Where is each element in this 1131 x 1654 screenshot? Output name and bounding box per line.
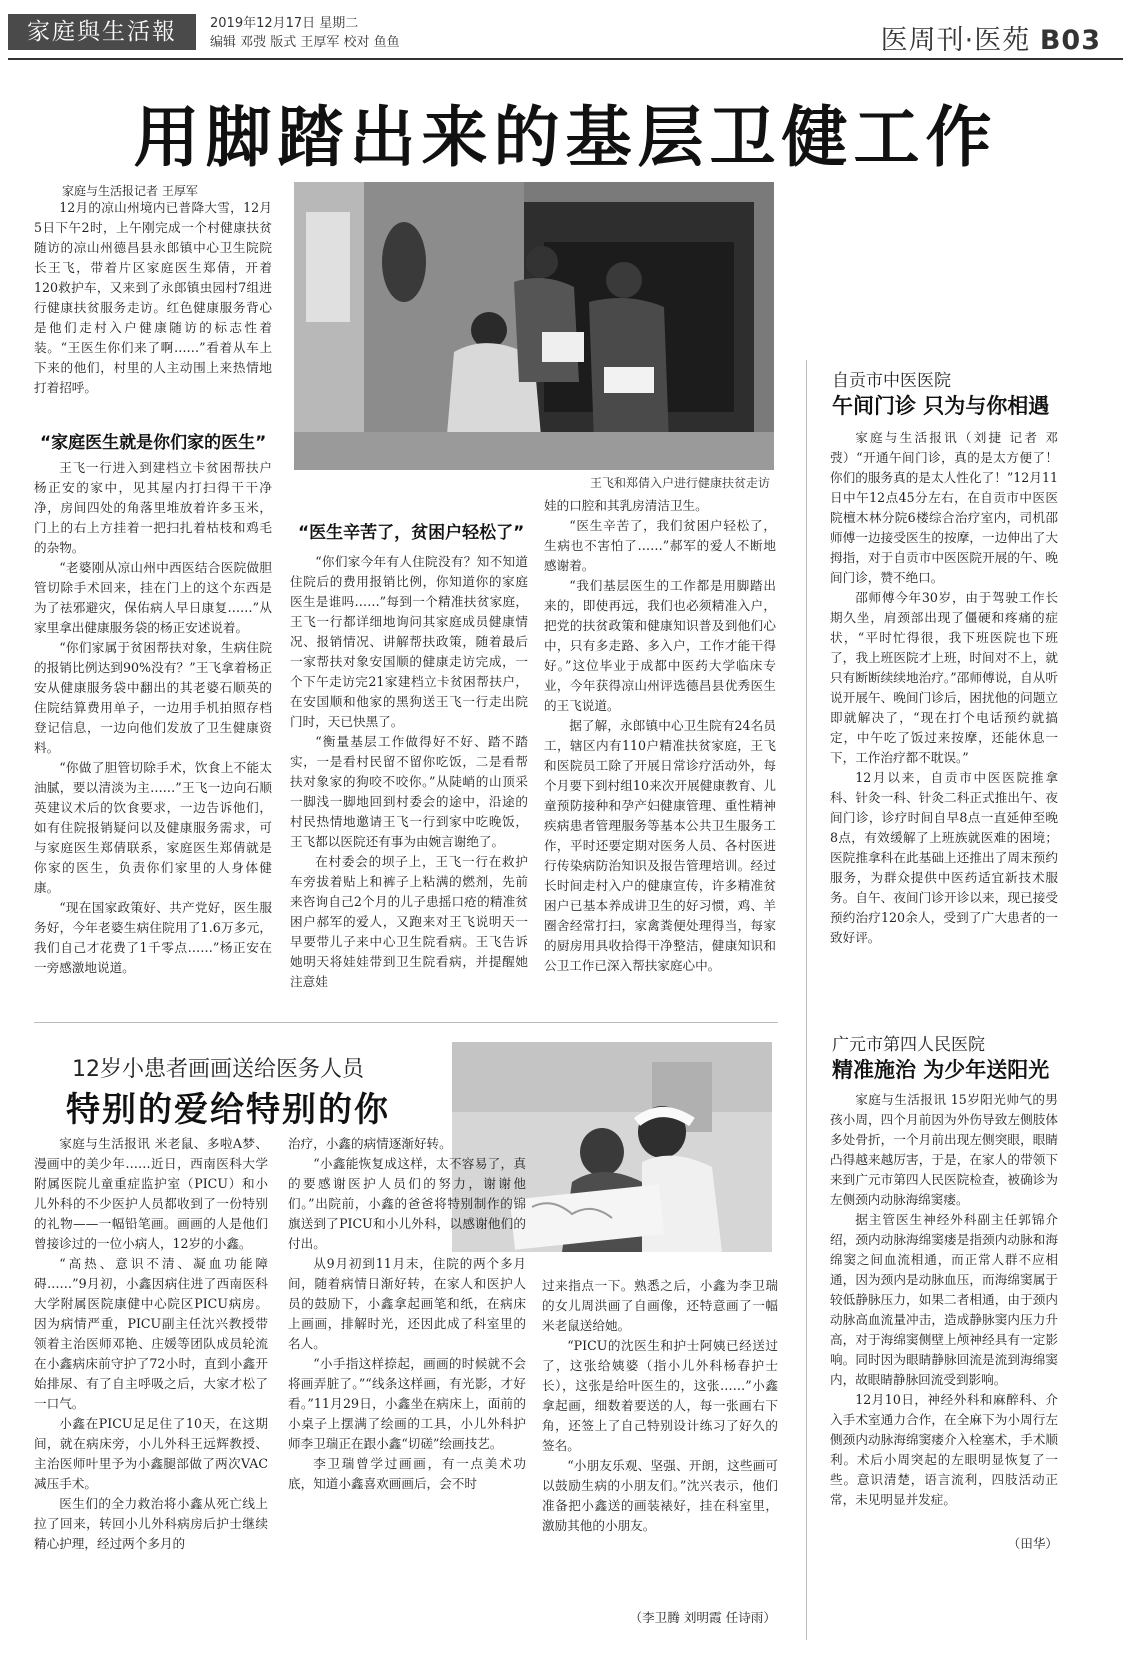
paragraph: “医生辛苦了，我们贫困户轻松了，生病也不害怕了……”郝军的爱人不断地感谢着。 — [544, 518, 776, 573]
article2-col3 — [542, 1276, 778, 1606]
paragraph: “PICU的沈医生和护士阿姨已经送过了，这张给姨婆（指小儿外科杨春护士长），这张是给叶医生的，这张……”小鑫拿起画，细数着要送的人，每一张画右下角，还签上了自己特别设计练习了好久的签名。 — [542, 1338, 778, 1453]
paragraph: 在村委会的坝子上，王飞一行在救护车旁拔着贴上和裤子上粘满的燃剂，先前来咨询自己2个月的儿子患摇口疮的精准贫困户郝军的爱人，又跑来对王飞说明天一早要带儿子来中心卫生院看病。王飞告诉她明天将娃娃带到卫生院看病，并提醒她注意娃 — [290, 854, 528, 989]
paragraph: 邵师傅今年30岁，由于驾驶工作长期久坐，肩颈部出现了僵硬和疼痛的症状，“平时忙得很，我下班医院也下班了，我上班医院才上班，时间对不上，就只有断断续续地治疗。”邵师傅说，自从听说开展午、晚间门诊后，困扰他的问题立即就解决了，“现在打个电话预约就搞定，中午吃了饭过来按摩，还能休息一下，工作治疗都不耽误。” — [830, 590, 1058, 765]
paragraph: 医生们的全力救治将小鑫从死亡线上拉了回来，转回小儿外科病房后护士继续精心护理，经过两个多月的 — [34, 1496, 268, 1551]
paragraph: “我们基层医生的工作都是用脚踏出来的，即使再远，我们也必须精准入户，把党的扶贫政策和健康知识普及到他们心中，只有多走路、多入户，工作才能干得好。”这位毕业于成都中医药大学临床专业，今年获得凉山州评选德昌县优秀医生的王飞说道。 — [544, 578, 776, 713]
paragraph: “衡量基层工作做得好不好、踏不踏实，一是看村民留不留你吃饭，二是看帮扶对象家的狗咬不咬你。”从陡峭的山顶采一脚浅一脚地回到村委会的途中，沿途的村民热情地邀请王飞一行到家中吃晚饭，王飞都以医院还有事为由婉言谢绝了。 — [290, 734, 528, 849]
paragraph: 据了解，永郎镇中心卫生院有24名员工，辖区内有110户精准扶贫家庭，王飞和医院员工除了开展日常诊疗活动外，每个月要下到村组10来次开展健康教育、儿童预防接种和孕产妇健康管理、重性精神疾病患者管理服务等基本公共卫生服务工作，平时还要定期对医务人员、各村医进行传染病防治知识及报告管理培训。经过长时间走村入户的健康宣传，许多精准贫困户已基本养成讲卫生的好习惯，鸡、羊圈舍经常打扫，家禽粪便处理得当，每家的厨房用具收拾得干净整洁，健康知识和公卫工作已深入帮扶家庭心中。 — [544, 718, 776, 973]
side2-body — [830, 1090, 1058, 1530]
main-col1b — [34, 458, 272, 1014]
side2-signoff: （田华） — [1007, 1536, 1058, 1551]
main-col3 — [544, 496, 776, 1012]
paragraph: 过来指点一下。熟悉之后，小鑫为李卫瑞的女儿周洪画了自画像，还特意画了一幅米老鼠送给她。 — [542, 1278, 778, 1333]
main-col2 — [290, 552, 528, 1012]
paragraph: “现在国家政策好、共产党好，医生服务好，今年老婆生病住院用了1.6万多元，我们自己才花费了1千零点……”杨正安在一旁感激地说道。 — [34, 900, 272, 975]
side1-kicker: 自贡市中医医院 — [832, 371, 951, 391]
paragraph: 娃的口腔和其乳房清洁卫生。 — [544, 498, 708, 513]
paragraph: “高热、意识不清、凝血功能障碍……”9月初，小鑫因病住进了西南医科大学附属医院康健中心院区PICU病房。因为病情严重，PICU副主任沈兴教授带领着主治医师邓艳、庄媛等团队成员轮流在小鑫病床前守护了72小时，直到小鑫开始排尿、有了自主呼吸之后，大家才松了一口气。 — [34, 1256, 268, 1411]
side1-body — [830, 428, 1058, 988]
side1-title: 午间门诊 只为与你相遇 — [832, 394, 1050, 418]
subhead-doctors-hard-work: “医生辛苦了，贫困户轻松了” — [298, 523, 525, 543]
masthead-rule — [8, 58, 1123, 60]
masthead — [0, 0, 1131, 72]
article2-signoff: （李卫腾 刘明霞 任诗雨） — [629, 1610, 776, 1625]
paragraph: 据主管医生神经外科副主任郭锦介绍，颈内动脉海绵窦瘘是指颈内动脉和海绵窦之间血流相通，而正常人群不应相通，因为颈内是动脉血压，而海绵窦属于较低静脉压力，如果二者相通，由于颈内动脉高血流量冲击，造成静脉窦内压力升高，对于海绵窦侧壁上颅神经具有一定影响。同时因为眼睛静脉回流是流到海绵窦内，故眼睛静脉回流受到影响。 — [830, 1212, 1058, 1387]
article2-kicker: 12岁小患者画画送给医务人员 — [72, 1057, 364, 1082]
article2-col2 — [288, 1134, 526, 1630]
paragraph: 李卫瑞曾学过画画，有一点美术功底，知道小鑫喜欢画画后，会不时 — [288, 1456, 526, 1491]
paragraph: “小鑫能恢复成这样，太不容易了，真的要感谢医护人员们的努力，谢谢他们。”出院前，小鑫的爸爸将特别制作的锦旗送到了PICU和小儿外科，以感谢他们的付出。 — [288, 1156, 526, 1251]
paragraph: 家庭与生活报讯（刘捷 记者 邓弢）“开通午间门诊，真的是太方便了！你们的服务真的是太人性化了！”12月11日中午12点45分左右，在自贡市中医医院檀木林分院6楼综合治疗室内，司机邵师傅一边接受医生的按摩，一边伸出了大拇指，对于自贡市中医医院开展的午、晚间门诊，赞不绝口。 — [830, 430, 1058, 585]
paragraph: 12月的凉山州境内已普降大雪，12月5日下午2时，上午刚完成一个村健康扶贫随访的凉山州德昌县永郎镇中心卫生院院长王飞，带着片区家庭医生郑倩，开着120救护车，又来到了永郎镇虫园村7组进行健康扶贫服务走访。红色健康服务背心是他们走村入户健康随访的标志性着装。“王医生你们来了啊……”看着从车上下来的他们，村里的人主动围上来热情地打着招呼。 — [34, 200, 272, 395]
section-separator — [34, 1022, 778, 1023]
side2-title: 精准施治 为少年送阳光 — [832, 1058, 1050, 1082]
main-byline: 家庭与生活报记者 王厚军 — [62, 184, 198, 198]
home-visit-illustration — [294, 182, 774, 470]
paragraph: “小手指这样捺起，画画的时候就不会将画弄脏了。”“线条这样画，有光影，才好看。”11月29日，小鑫坐在病床上，面前的小桌子上摆满了绘画的工具，小儿外科护师李卫瑞正在跟小鑫“切磋”绘画技艺。 — [288, 1356, 526, 1451]
issue-meta — [210, 14, 400, 52]
paragraph: 12月10日，神经外科和麻醉科、介入手术室通力合作，在全麻下为小周行左侧颈内动脉海绵窦瘘介入栓塞术，手术顺利。术后小周突起的左眼明显恢复了一些。意识清楚，语言流利，四肢活动正常，未见明显并发症。 — [830, 1392, 1058, 1507]
paragraph: “你们家今年有人住院没有？知不知道住院后的费用报销比例，你知道你的家庭医生是谁吗……”每到一个精准扶贫家庭，王飞一行都详细地询问其家庭成员健康情况、报销情况、讲解帮扶政策，随着最后一家帮扶对象安国顺的健康走访完成，一个下午走访完21家建档立卡贫困帮扶户，在安国顺和他家的黑狗送王飞一行走出院门时，天已快黑了。 — [290, 554, 528, 729]
editors-line: 编辑 邓弢 版式 王厚军 校对 鱼鱼 — [210, 35, 400, 50]
article2-col1 — [34, 1134, 268, 1630]
paragraph: “老婆刚从凉山州中西医结合医院做胆管切除手术回来，挂在门上的这个东西是为了祛邪避灾，保佑病人早日康复……”从家里拿出健康服务袋的杨正安述说着。 — [34, 560, 272, 635]
paragraph: 12月以来，自贡市中医医院推拿科、针灸一科、针灸二科正式推出午、夜间门诊，诊疗时间自早8点一直延伸至晚8点，有效缓解了上班族就医难的困境；医院推拿科在此基础上还推出了周末预约服务，为群众提供中医药适宜新技术服务。自午、夜间门诊开诊以来，现已接受预约治疗120余人，受到了广大患者的一致好评。 — [830, 770, 1058, 945]
main-col1 — [34, 198, 272, 398]
paragraph: 治疗，小鑫的病情逐渐好转。 — [288, 1136, 452, 1151]
paragraph: 家庭与生活报讯 15岁阳光帅气的男孩小周，四个月前因为外伤导致左侧肢体多处骨折，一个月前出现左侧突眼，眼睛凸得越来越厉害，于是，在家人的带领下来到广元市第四人民医院检查，被确诊为左侧颈内动脉海绵窦瘘。 — [830, 1092, 1058, 1207]
article2-title: 特别的爱给特别的你 — [66, 1090, 390, 1130]
photo-caption: 王飞和郑倩入户进行健康扶贫走访 — [589, 476, 770, 490]
section-title — [881, 18, 1101, 57]
column-divider — [806, 360, 807, 1640]
paragraph: 家庭与生活报讯 米老鼠、多啦A梦、漫画中的美少年……近日，西南医科大学附属医院儿童重症监护室（PICU）和小儿外科的不少医护人员都收到了一份特别的礼物——一幅铅笔画。画画的人是他们曾接诊过的一位小病人，12岁的小鑫。 — [34, 1136, 268, 1251]
paragraph: 王飞一行进入到建档立卡贫困帮扶户杨正安的家中，见其屋内打扫得干干净净，房间四处的角落里堆放着许多玉米，门上的右上方挂着一把扫扎着枯枝和鸡毛的杂物。 — [34, 460, 272, 555]
paragraph: “小朋友乐观、坚强、开朗，这些画可以鼓励生病的小朋友们。”沈兴表示，他们准备把小鑫送的画装裱好，挂在科室里，激励其他的小朋友。 — [542, 1458, 778, 1533]
issue-date: 2019年12月17日 星期二 — [210, 16, 359, 31]
paper-name: 家庭與生活報 — [8, 14, 196, 50]
home-visit-photo — [294, 182, 774, 470]
paragraph: “你们家属于贫困帮扶对象，生病住院的报销比例达到90%没有？”王飞拿着杨正安从健康服务袋中翻出的其老婆石顺英的住院结算费用单子，一边用手机拍照存档登记信息，一边向他们发放了卫生健康资料。 — [34, 640, 272, 755]
paragraph: 小鑫在PICU足足住了10天，在这期间，就在病床旁，小儿外科王远辉教授、主治医师叶里予为小鑫腿部做了两次VAC减压手术。 — [34, 1416, 268, 1491]
side2-kicker: 广元市第四人民医院 — [832, 1035, 985, 1055]
paragraph: 从9月初到11月末，住院的两个多月间，随着病情日渐好转，在家人和医护人员的鼓励下，小鑫拿起画笔和纸，在病床上画画，排解时光，还因此成了科室里的名人。 — [288, 1256, 526, 1351]
paragraph: “你做了胆管切除手术，饮食上不能太油腻，要以清淡为主……”王飞一边向石顺英建议术后的饮食要求，一边告诉他们，如有住院报销疑问以及健康服务需求，可与家庭医生郑倩联系，家庭医生郑倩就是你家的医生，负责你们家里的人身体健康。 — [34, 760, 272, 895]
page-code: B03 — [1039, 25, 1101, 56]
main-headline: 用脚踏出来的基层卫健工作 — [133, 98, 998, 176]
section-name: 医周刊·医苑 — [880, 25, 1031, 56]
subhead-family-doctor: “家庭医生就是你们家的医生” — [40, 433, 267, 453]
